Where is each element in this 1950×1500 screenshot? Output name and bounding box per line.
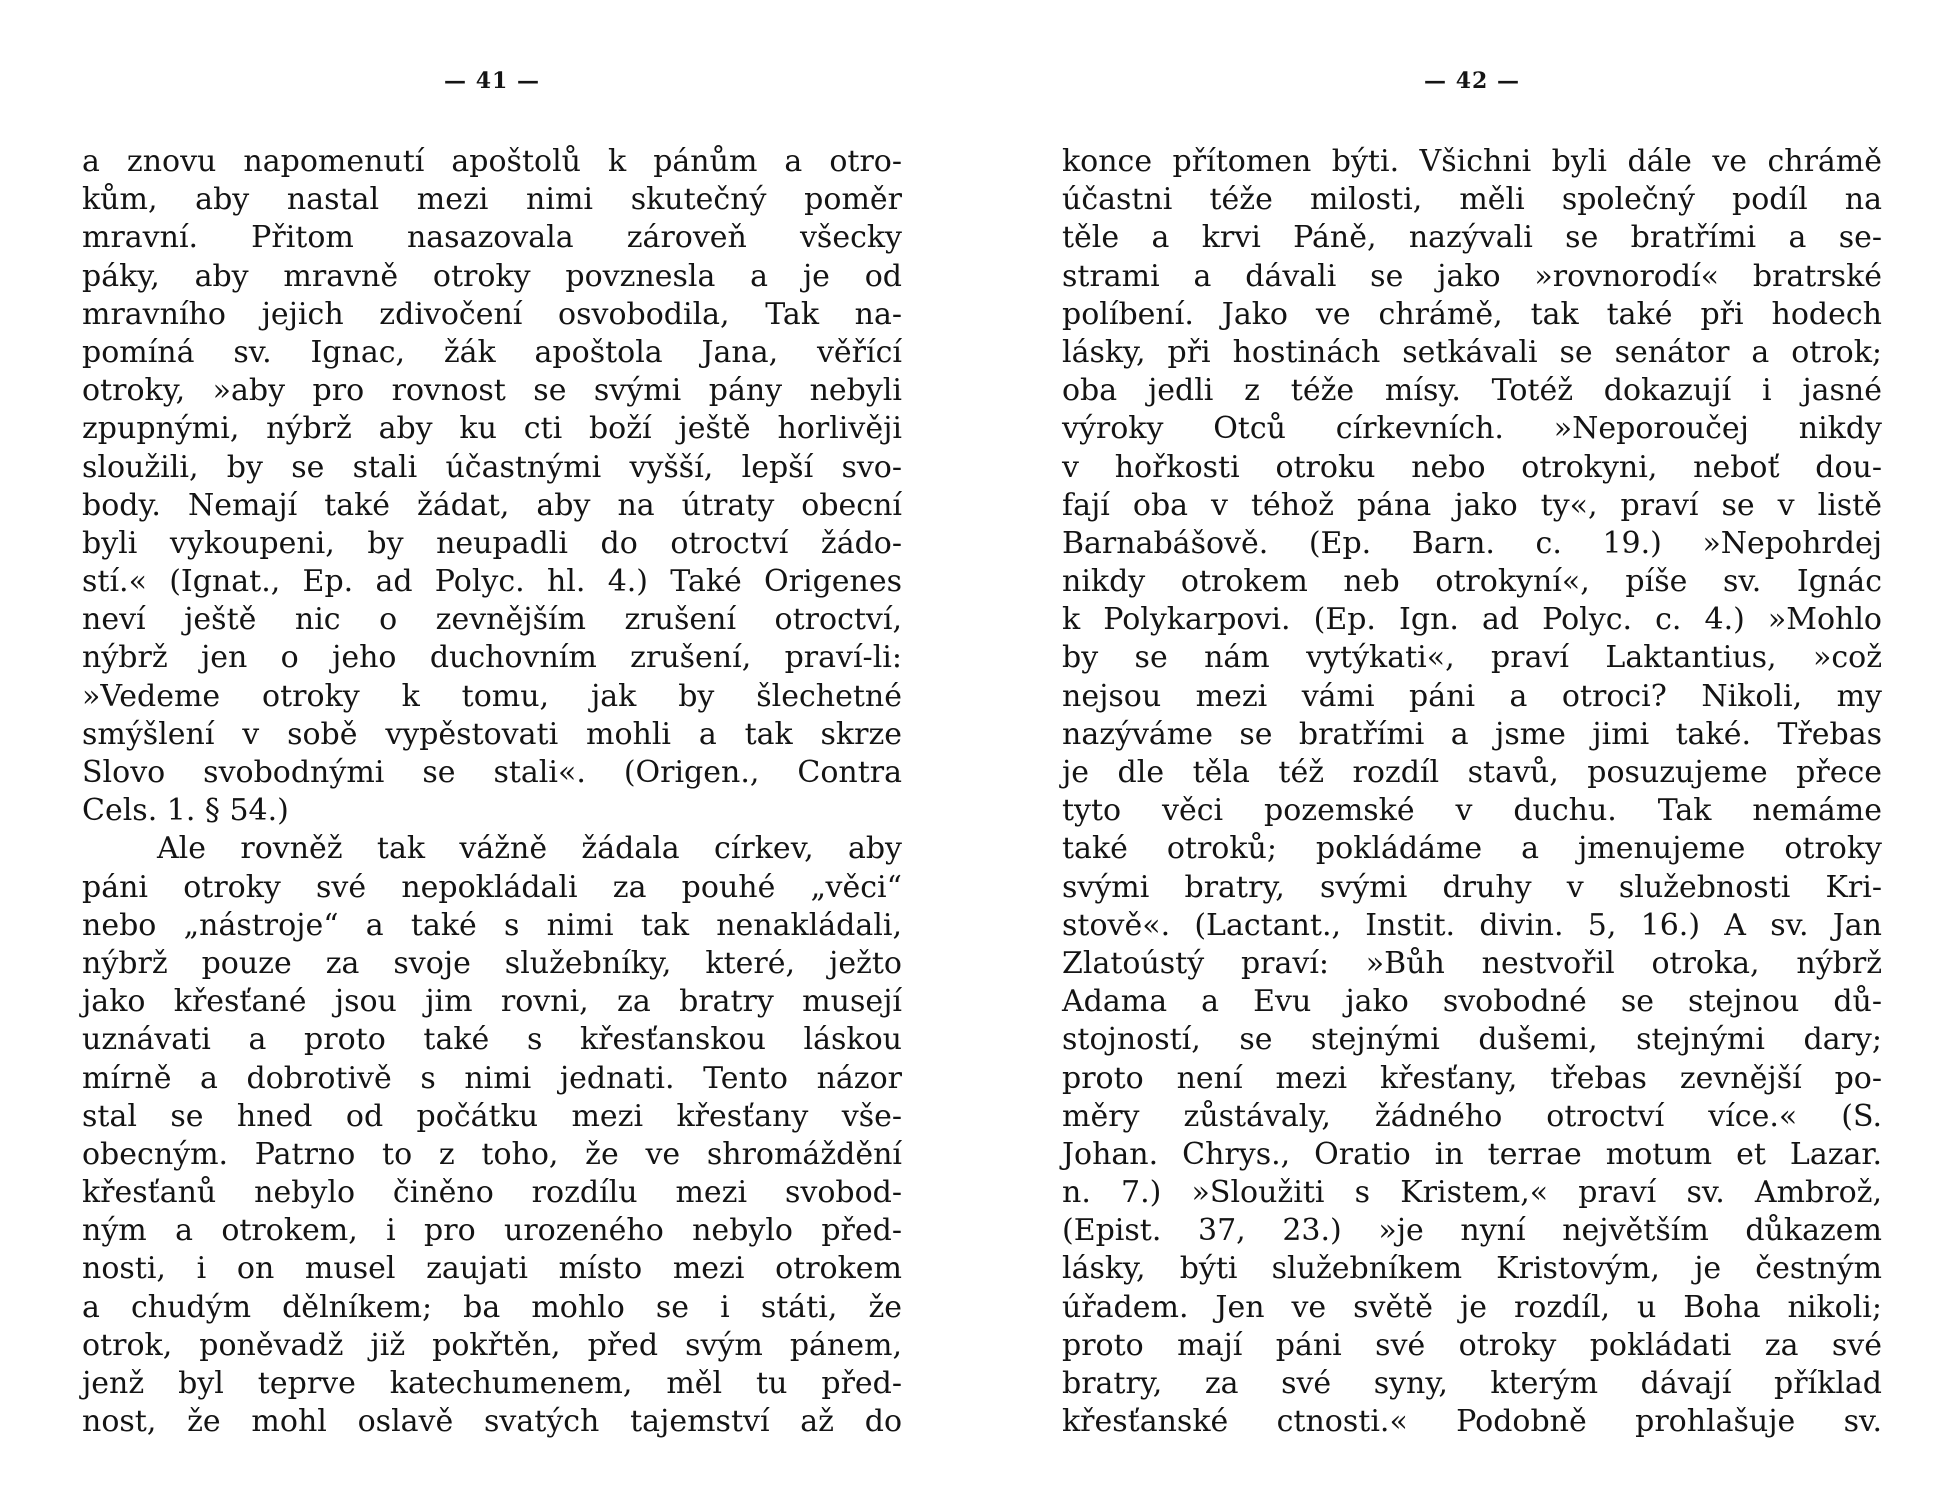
text-line: a chudým dělníkem; ba mohlo se i státi, že	[82, 1289, 902, 1325]
text-line: políbení. Jako ve chrámě, tak také při hodech	[1062, 296, 1882, 332]
text-line: pomíná sv. Ignac, žák apoštola Jana, věřící	[82, 334, 902, 370]
text-line: stově«. (Lactant., Instit. divin. 5, 16.) A sv. Jan	[1062, 907, 1882, 943]
text-line: lásky, při hostinách setkávali se senátor a otrok;	[1062, 334, 1882, 370]
text-line: jenž byl teprve katechumenem, měl tu před-	[82, 1366, 902, 1401]
text-line: křesťanů nebylo činěno rozdílu mezi svobod-	[82, 1175, 902, 1211]
text-line: by se nám vytýkati«, praví Laktantius, »což	[1062, 640, 1882, 676]
text-line: stal se hned od počátku mezi křesťany vše-	[82, 1098, 902, 1134]
text-line: bratry, za své syny, kterým dávají příklad	[1062, 1366, 1882, 1401]
text-line: Adama a Evu jako svobodné se stejnou dů-	[1062, 984, 1882, 1020]
text-line: byli vykoupeni, by neupadli do otroctví žádo-	[82, 525, 902, 561]
page-text	[82, 143, 902, 1441]
text-line: jako křesťané jsou jim rovni, za bratry musejí	[82, 984, 902, 1020]
text-line: uznávati a proto také s křesťanskou láskou	[82, 1022, 902, 1058]
text-line: otrok, poněvadž již pokřtěn, před svým pánem,	[82, 1327, 902, 1363]
text-line: a znovu napomenutí apoštolů k pánům a otro-	[82, 144, 902, 179]
text-line: páni otroky své nepokládali za pouhé „věci“	[82, 869, 902, 905]
right-page	[1062, 0, 1882, 1500]
text-line: lásky, býti služebníkem Kristovým, je čestným	[1062, 1251, 1882, 1287]
text-line: fají oba v téhož pána jako ty«, praví se v listě	[1062, 487, 1882, 523]
text-line: mravního jejich zdivočení osvobodila, Tak na-	[82, 296, 902, 332]
text-line: sloužili, by se stali účastnými vyšší, lepší svo-	[82, 449, 902, 485]
text-line: body. Nemají také žádat, aby na útraty obecní	[82, 487, 902, 523]
text-line: je dle těla též rozdíl stavů, posuzujeme přece	[1062, 755, 1882, 790]
text-line: proto není mezi křesťany, třebas zevnější po-	[1062, 1060, 1882, 1096]
text-line: k Polykarpovi. (Ep. Ign. ad Polyc. c. 4.) »Mohlo	[1062, 602, 1882, 638]
text-line: n. 7.) »Sloužiti s Kristem,« praví sv. Ambrož,	[1062, 1175, 1882, 1211]
text-line: neví ještě nic o zevnějším zrušení otroctví,	[82, 602, 902, 638]
text-line: mírně a dobrotivě s nimi jednati. Tento názor	[82, 1060, 902, 1096]
text-line: Cels. 1. § 54.)	[82, 793, 289, 829]
text-line: nikdy otrokem neb otrokyní«, píše sv. Ignác	[1062, 564, 1882, 600]
text-line: měry zůstávaly, žádného otroctví více.« (S.	[1062, 1098, 1882, 1134]
text-line: oba jedli z téže mísy. Totéž dokazují i jasné	[1062, 373, 1882, 409]
text-line: »Vedeme otroky k tomu, jak by šlechetné	[82, 678, 902, 714]
text-line: stojností, se stejnými dušemi, stejnými dary;	[1062, 1022, 1882, 1058]
text-line: proto mají páni své otroky pokládati za své	[1062, 1327, 1882, 1363]
text-line: svými bratry, svými druhy v služebnosti Kri-	[1062, 869, 1882, 905]
text-line: zpupnými, nýbrž aby ku cti boží ještě horlivěji	[82, 411, 902, 447]
text-line: mravní. Přitom nasazovala zároveň všecky	[82, 220, 902, 256]
left-page	[82, 0, 902, 1500]
page-text	[1062, 143, 1882, 1441]
text-line: nosti, i on musel zaujati místo mezi otrokem	[82, 1251, 902, 1287]
text-line: smýšlení v sobě vypěstovati mohli a tak skrze	[82, 716, 902, 752]
text-line: Barnabášově. (Ep. Barn. c. 19.) »Nepohrdej	[1062, 525, 1882, 561]
text-line: nýbrž pouze za svoje služebníky, které, ježto	[82, 945, 902, 981]
text-line: Zlatoústý praví: »Bůh nestvořil otroka, nýbrž	[1062, 945, 1882, 981]
text-line: ným a otrokem, i pro urozeného nebylo před-	[82, 1213, 902, 1249]
text-line: nýbrž jen o jeho duchovním zrušení, praví-li:	[82, 640, 902, 676]
text-line: účastni téže milosti, měli společný podíl na	[1062, 182, 1882, 218]
text-line: nebo „nástroje“ a také s nimi tak nenakládali,	[82, 907, 902, 943]
text-line: v hořkosti otroku nebo otrokyni, neboť dou-	[1062, 449, 1882, 485]
text-line: (Epist. 37, 23.) »je nyní největším důkazem	[1062, 1213, 1882, 1249]
text-line: otroky, »aby pro rovnost se svými pány nebyli	[82, 373, 902, 409]
text-line: úřadem. Jen ve světě je rozdíl, u Boha nikoli;	[1062, 1289, 1882, 1325]
page-number: — 41 —	[444, 68, 540, 94]
text-line: páky, aby mravně otroky povznesla a je od	[82, 258, 902, 294]
text-line: nazýváme se bratřími a jsme jimi také. Třebas	[1062, 716, 1882, 752]
text-line: křesťanské ctnosti.« Podobně prohlašuje sv.	[1062, 1404, 1882, 1440]
text-line: konce přítomen býti. Všichni byli dále ve chrámě	[1062, 144, 1882, 179]
text-line: nost, že mohl oslavě svatých tajemství až do	[82, 1404, 902, 1440]
text-line: nejsou mezi vámi páni a otroci? Nikoli, my	[1062, 678, 1882, 714]
text-line: obecným. Patrno to z toho, že ve shromáždění	[82, 1136, 902, 1172]
text-line: kům, aby nastal mezi nimi skutečný poměr	[82, 182, 902, 218]
text-line: Ale rovněž tak vážně žádala církev, aby	[157, 831, 902, 867]
text-line: tyto věci pozemské v duchu. Tak nemáme	[1062, 793, 1882, 829]
text-line: výroky Otců církevních. »Neporoučej nikdy	[1062, 411, 1882, 447]
text-line: Slovo svobodnými se stali«. (Origen., Contra	[82, 755, 902, 790]
page-number: — 42 —	[1424, 68, 1520, 94]
text-line: také otroků; pokládáme a jmenujeme otroky	[1062, 831, 1882, 867]
text-line: těle a krvi Páně, nazývali se bratřími a se-	[1062, 220, 1882, 256]
text-line: stí.« (Ignat., Ep. ad Polyc. hl. 4.) Také Origenes	[82, 564, 902, 600]
text-line: Johan. Chrys., Oratio in terrae motum et Lazar.	[1062, 1136, 1882, 1172]
text-line: strami a dávali se jako »rovnorodí« bratrské	[1062, 258, 1882, 294]
